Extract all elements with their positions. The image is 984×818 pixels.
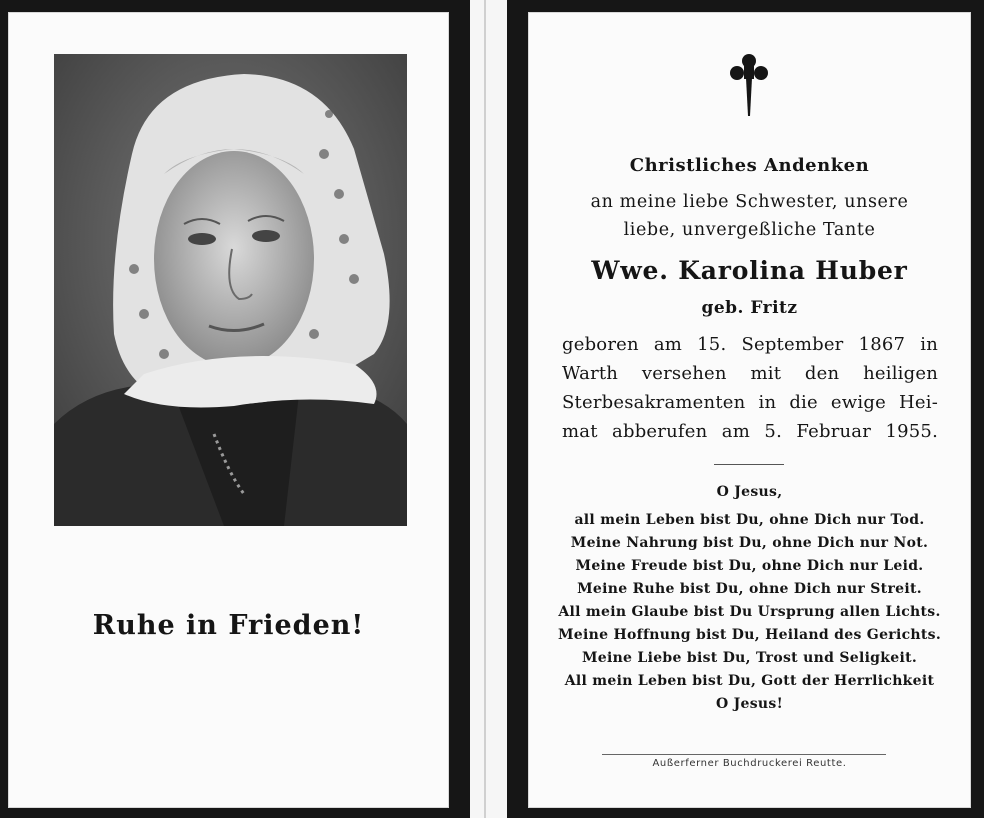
poem-line: All mein Glaube bist Du Ursprung allen Lichts. [558,604,941,620]
bio-line: geboren am 15. September 1867 in [562,334,938,355]
card-gutter [470,0,507,818]
divider [714,464,784,465]
divider [602,754,886,755]
poem-line: Meine Nahrung bist Du, ohne Dich nur Not. [570,535,929,551]
poem-line: Meine Freude bist Du, ohne Dich nur Leid. [575,558,924,574]
poem-line: Meine Liebe bist Du, Trost und Seligkeit. [581,650,918,666]
poem-line: all mein Leben bist Du, ohne Dich nur Tod. [574,512,925,528]
poem-line: All mein Leben bist Du, Gott der Herrlichkeit [564,673,935,689]
cross-icon [726,50,772,118]
poem-line: O Jesus, [716,484,783,500]
left-memorial-card [8,12,449,808]
deceased-name: Wwe. Karolina Huber [591,256,908,285]
bio-line: Sterbesakramenten in die ewige Hei- [562,392,938,413]
portrait-photo [54,54,407,526]
poem-line: Meine Ruhe bist Du, ohne Dich nur Streit. [577,581,922,597]
heading: Christliches Andenken [629,155,870,176]
portrait-image [54,54,407,526]
dedication-line-2: liebe, unvergeßliche Tante [623,220,876,240]
poem-line: O Jesus! [715,696,784,712]
bio-line: Warth versehen mit den heiligen [562,363,938,384]
poem-line: Meine Hoffnung bist Du, Heiland des Gerichts. [557,627,941,643]
maiden-name: geb. Fritz [701,298,798,318]
printer-credit: Außerferner Buchdruckerei Reutte. [652,758,847,769]
bio-line: mat abberufen am 5. Februar 1955. [562,421,938,442]
dedication-line-1: an meine liebe Schwester, unsere [590,192,909,212]
rest-in-peace-text: Ruhe in Frieden! [92,610,365,641]
right-memorial-card [528,12,971,808]
